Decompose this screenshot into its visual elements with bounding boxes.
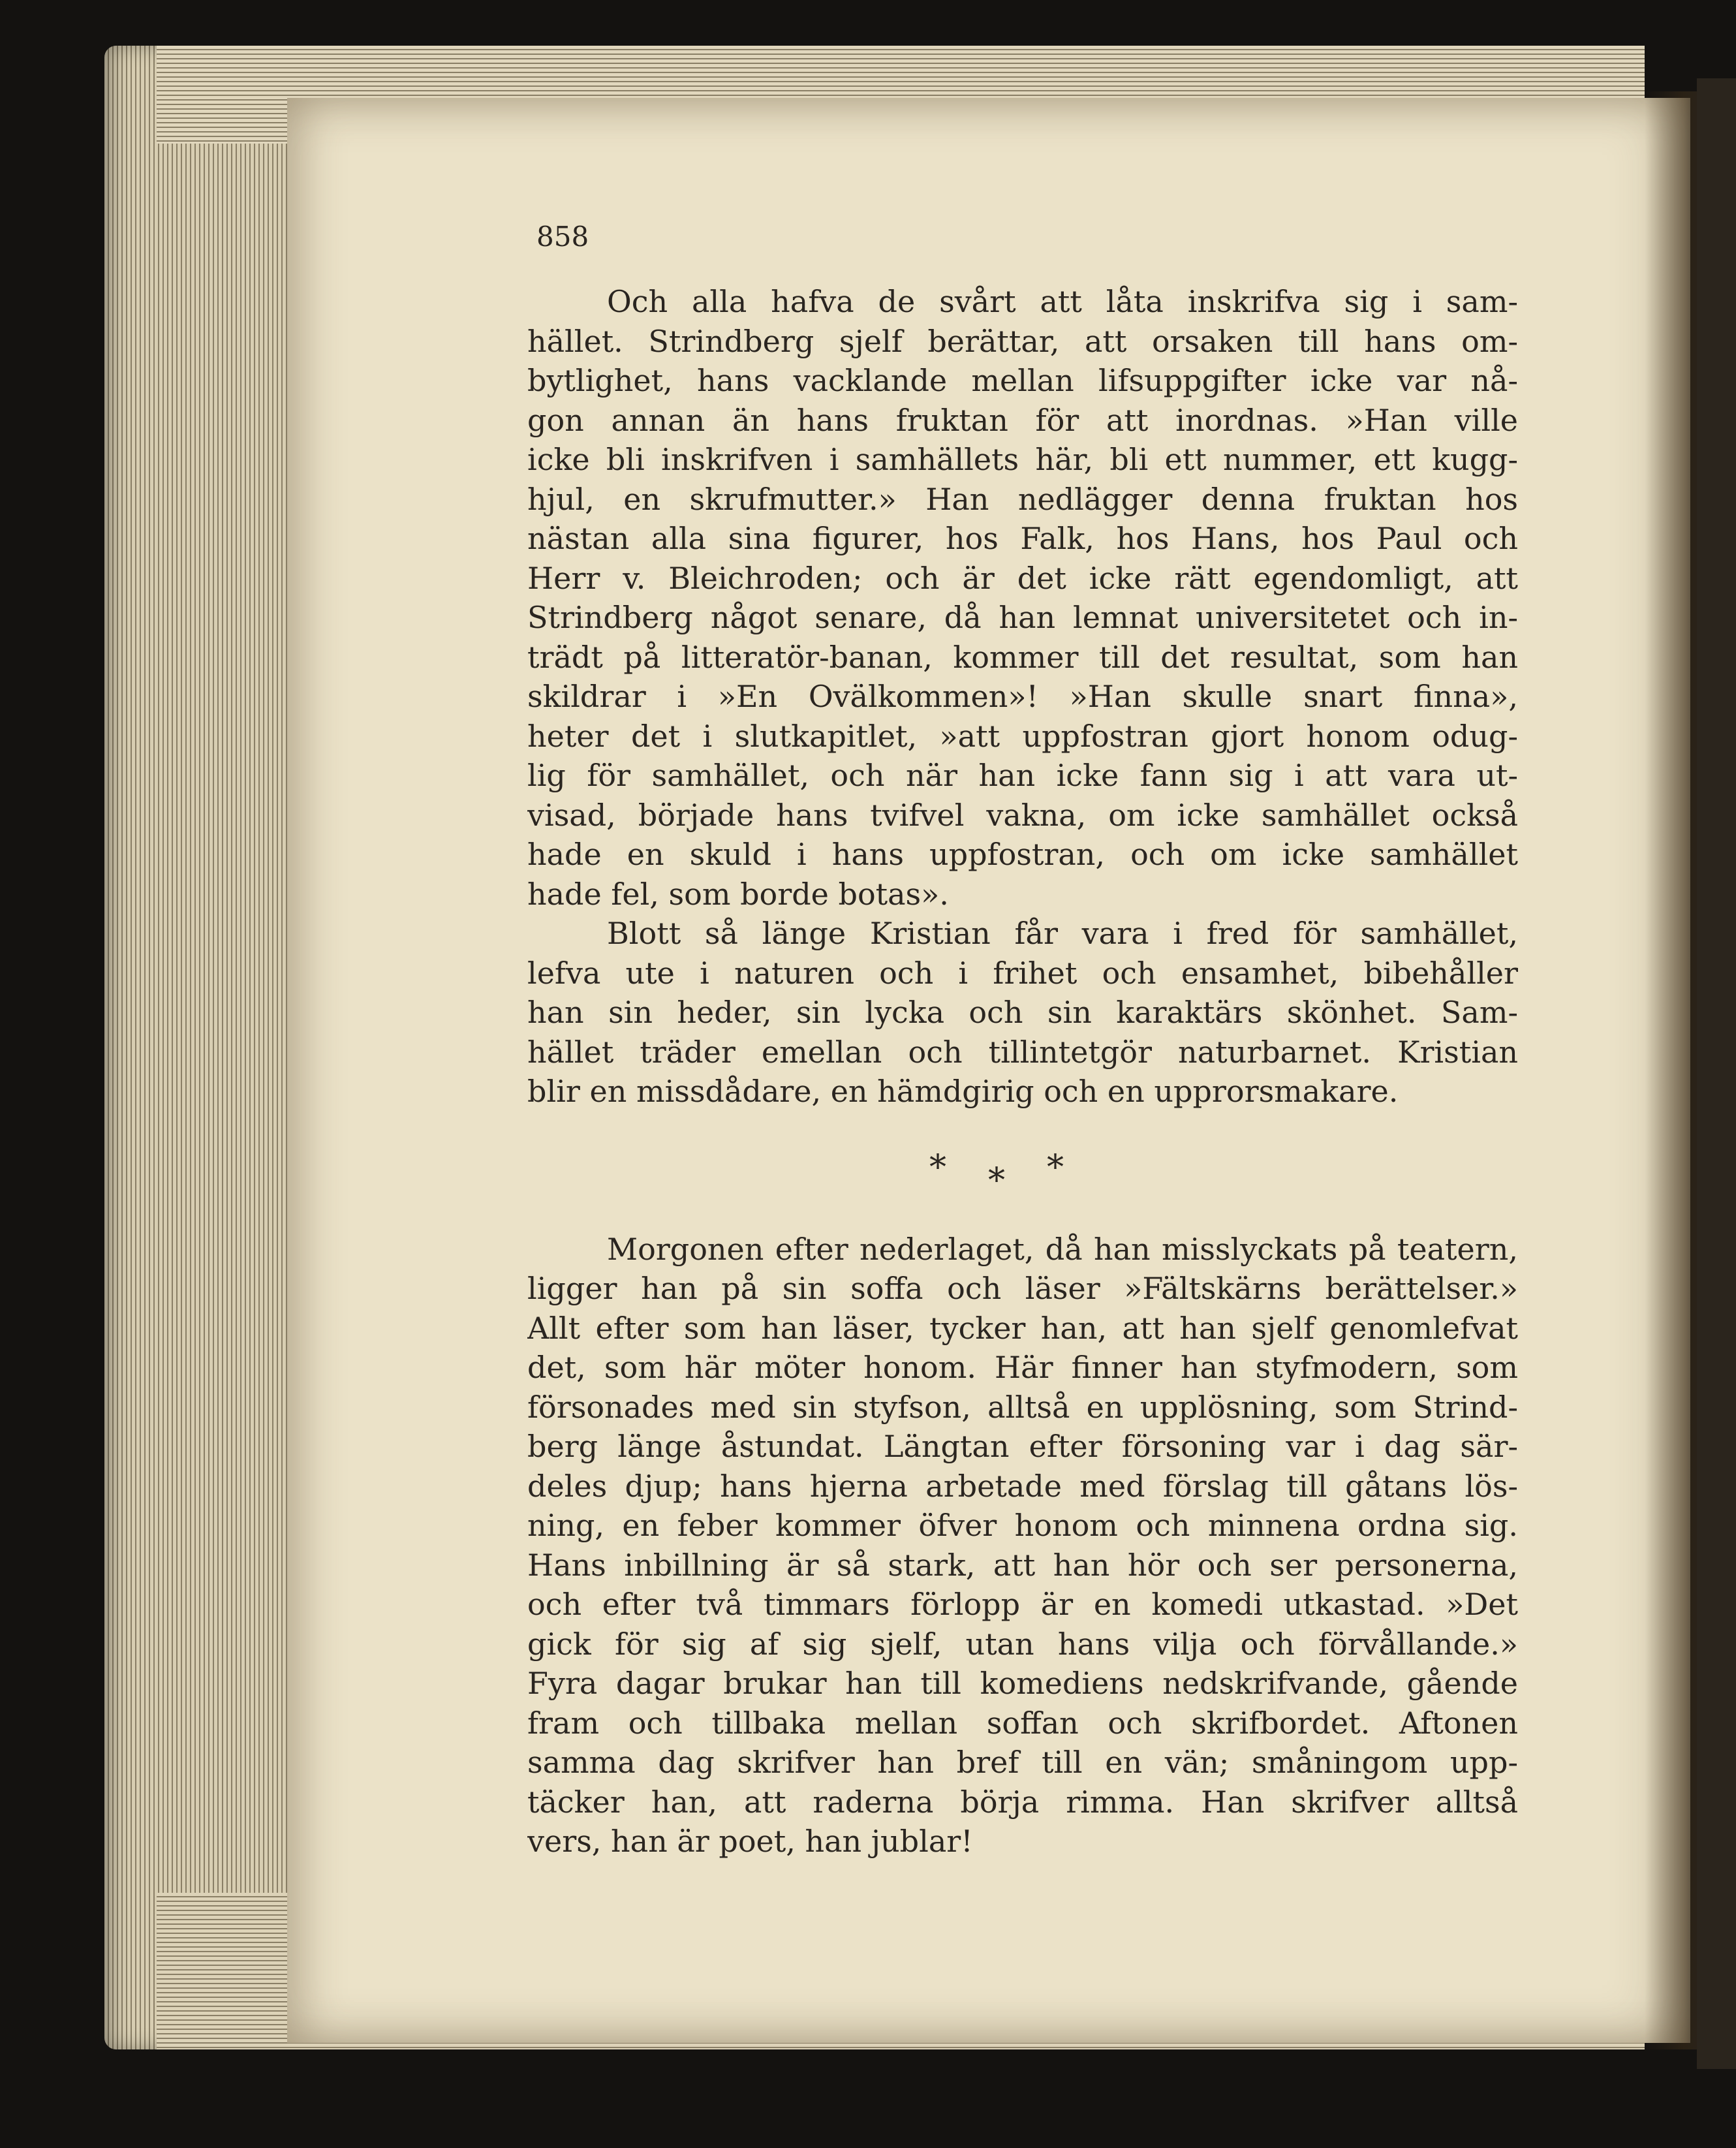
text-line: berg länge åstundat. Längtan efter försoning var i dag sär-: [527, 1429, 1518, 1464]
text-line: det, som här möter honom. Här finner han styfmodern, som: [527, 1350, 1518, 1385]
page-edges-left: [104, 46, 300, 2049]
page-number: 858: [536, 221, 589, 253]
text-line: Herr v. Bleichroden; och är det icke rätt egendomligt, att: [527, 560, 1518, 596]
text-line: bytlighet, hans vacklande mellan lifsuppgifter icke var nå-: [527, 363, 1518, 398]
text-line: fram och tillbaka mellan soffan och skrifbordet. Aftonen: [527, 1705, 1518, 1741]
text-line: Blott så länge Kristian får vara i fred för samhället,: [607, 916, 1518, 951]
text-line: hade fel, som borde botas».: [527, 876, 949, 912]
asterisk-left: *: [929, 1147, 946, 1187]
text-line: Fyra dagar brukar han till komediens nedskrifvande, gående: [527, 1666, 1518, 1701]
text-line: samma dag skrifver han bref till en vän; småningom upp-: [527, 1745, 1518, 1780]
text-line: vers, han är poet, han jublar!: [527, 1824, 973, 1859]
text-line: täcker han, att raderna börja rimma. Han skrifver alltså: [527, 1784, 1518, 1820]
facing-page-edge: [1697, 78, 1736, 2069]
paragraph-3: [527, 1230, 1518, 1861]
asterisk-right: *: [1047, 1147, 1064, 1187]
text-line: lefva ute i naturen och i frihet och ensamhet, bibehåller: [527, 955, 1518, 991]
paragraph-2: [527, 914, 1518, 1112]
text-line: hället träder emellan och tillintetgör naturbarnet. Kristian: [527, 1034, 1518, 1070]
paragraph-1: [527, 282, 1518, 914]
text-line: gon annan än hans fruktan för att inordnas. »Han ville: [527, 402, 1518, 438]
text-line: deles djup; hans hjerna arbetade med förslag till gåtans lös-: [527, 1468, 1518, 1504]
text-line: trädt på litteratör-banan, kommer till det resultat, som han: [527, 639, 1518, 675]
text-line: icke bli inskrifven i samhällets här, bli ett nummer, ett kugg-: [527, 442, 1518, 477]
text-line: lig för samhället, och när han icke fann sig i att vara ut-: [527, 758, 1518, 793]
text-line: ligger han på sin soffa och läser »Fältskärns berättelser.»: [527, 1271, 1518, 1306]
text-line: Allt efter som han läser, tycker han, att han sjelf genomlefvat: [527, 1310, 1518, 1346]
body-text: [527, 282, 1518, 1861]
text-line: nästan alla sina figurer, hos Falk, hos Hans, hos Paul och: [527, 521, 1518, 556]
text-line: skildrar i »En Ovälkommen»! »Han skulle snart finna»,: [527, 679, 1518, 714]
text-line: och efter två timmars förlopp är en komedi utkastad. »Det: [527, 1587, 1518, 1622]
text-line: hjul, en skrufmutter.» Han nedlägger denna fruktan hos: [527, 481, 1518, 517]
text-line: ning, en feber kommer öfver honom och minnena ordna sig.: [527, 1508, 1518, 1543]
text-line: Och alla hafva de svårt att låta inskrifva sig i sam-: [607, 284, 1518, 319]
text-line: heter det i slutkapitlet, »att uppfostran gjort honom odug-: [527, 718, 1518, 754]
text-line: Strindberg något senare, då han lemnat universitetet och in-: [527, 600, 1518, 635]
text-line: hället. Strindberg sjelf berättar, att orsaken till hans om-: [527, 323, 1518, 359]
asterisk-center: *: [988, 1160, 1005, 1200]
section-break: [527, 1112, 1518, 1230]
text-line: försonades med sin styfson, alltså en upplösning, som Strind-: [527, 1389, 1518, 1425]
text-line: han sin heder, sin lycka och sin karaktärs skönhet. Sam-: [527, 995, 1518, 1030]
text-line: hade en skuld i hans uppfostran, och om icke samhället: [527, 837, 1518, 872]
text-line: Hans inbillning är så stark, att han hör och ser personerna,: [527, 1547, 1518, 1583]
text-line: visad, började hans tvifvel vakna, om icke samhället också: [527, 797, 1518, 833]
text-line: blir en missdådare, en hämdgirig och en upprorsmakare.: [527, 1074, 1399, 1109]
text-line: gick för sig af sig sjelf, utan hans vilja och förvållande.»: [527, 1626, 1518, 1662]
text-line: Morgonen efter nederlaget, då han misslyckats på teatern,: [607, 1231, 1518, 1267]
